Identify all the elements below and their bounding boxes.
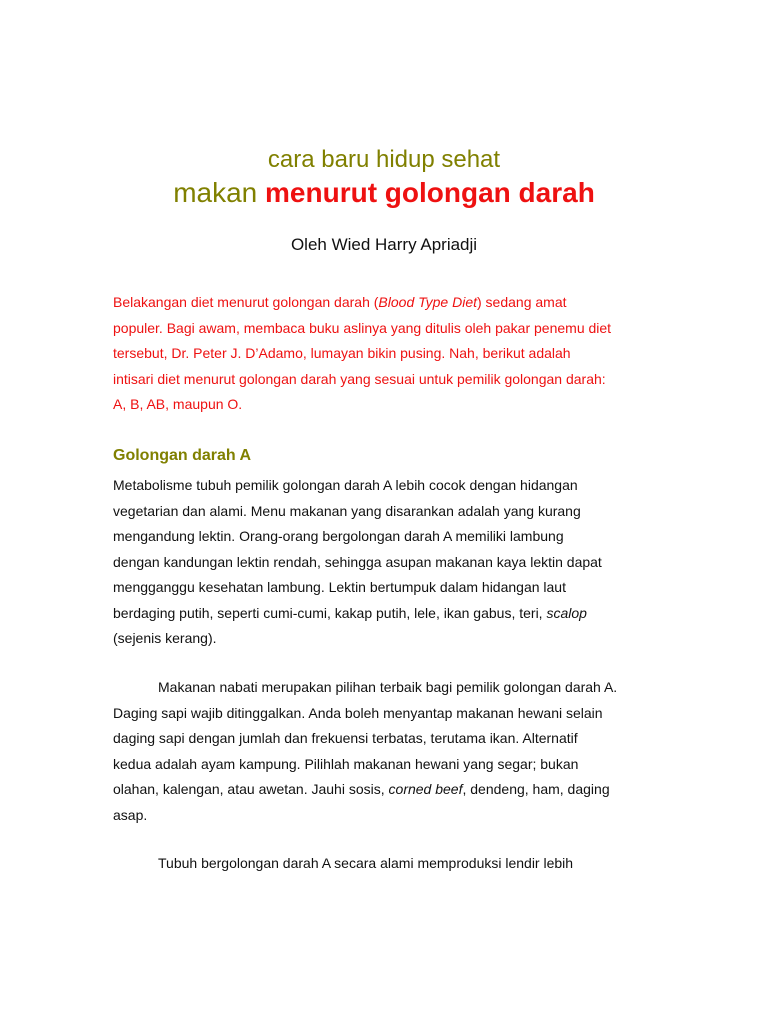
body-text: , dendeng, ham, daging	[462, 781, 610, 797]
body-line	[113, 601, 658, 627]
body-line: Daging sapi wajib ditinggalkan. Anda boleh menyantap makanan hewani selain	[113, 704, 603, 721]
body-line: kedua adalah ayam kampung. Pilihlah makanan hewani yang segar; bukan	[113, 755, 579, 772]
body-text: olahan, kalengan, atau awetan. Jauhi sosis,	[113, 781, 389, 797]
intro-text: ) sedang amat	[477, 294, 567, 310]
title-plain: makan	[173, 177, 266, 208]
intro-line: intisari diet menurut golongan darah yang sesuai untuk pemilik golongan darah:	[113, 370, 606, 387]
intro-text: Belakangan diet menurut golongan darah (	[113, 294, 379, 310]
body-line: Tubuh bergolongan darah A secara alami memproduksi lendir lebih	[158, 855, 574, 871]
document-author: Oleh Wied Harry Apriadji	[290, 235, 478, 254]
body-paragraph-1	[113, 473, 658, 652]
body-line: mengganggu kesehatan lambung. Lektin bertumpuk dalam hidangan laut	[113, 579, 566, 595]
title-emphasis: menurut golongan darah	[265, 177, 595, 208]
section-heading-a: Golongan darah A	[113, 447, 252, 464]
intro-line: populer. Bagi awam, membaca buku aslinya yang ditulis oleh pakar penemu diet	[113, 319, 612, 336]
intro-line: tersebut, Dr. Peter J. D’Adamo, lumayan bikin pusing. Nah, berikut adalah	[113, 345, 571, 361]
intro-line	[113, 290, 658, 316]
body-line: Makanan nabati merupakan pilihan terbaik bagi pemilik golongan darah A.	[158, 679, 618, 695]
body-line: mengandung lektin. Orang-orang bergolongan darah A memiliki lambung	[113, 528, 564, 544]
body-line: Metabolisme tubuh pemilik golongan darah A lebih cocok dengan hidangan	[113, 477, 578, 493]
body-paragraph-2	[113, 675, 658, 828]
body-italic-term: corned beef	[388, 781, 463, 797]
body-line: daging sapi dengan jumlah dan frekuensi terbatas, terutama ikan. Alternatif	[113, 730, 578, 746]
body-paragraph-3	[113, 851, 658, 877]
body-line: vegetarian dan alami. Menu makanan yang disarankan adalah yang kurang	[113, 502, 581, 519]
document-subtitle: cara baru hidup sehat	[267, 146, 501, 173]
body-line	[113, 777, 658, 803]
body-italic-term: scalop	[546, 604, 587, 621]
body-line: (sejenis kerang).	[113, 630, 217, 646]
intro-italic-term: Blood Type Diet	[378, 294, 477, 310]
document-title	[0, 175, 768, 211]
body-line: asap.	[113, 806, 148, 823]
body-text: berdaging putih, seperti cumi-cumi, kakap putih, lele, ikan gabus, teri,	[113, 604, 547, 621]
body-line: dengan kandungan lektin rendah, sehingga asupan makanan kaya lektin dapat	[113, 553, 602, 570]
intro-line: A, B, AB, maupun O.	[113, 396, 243, 412]
intro-paragraph	[113, 290, 658, 418]
